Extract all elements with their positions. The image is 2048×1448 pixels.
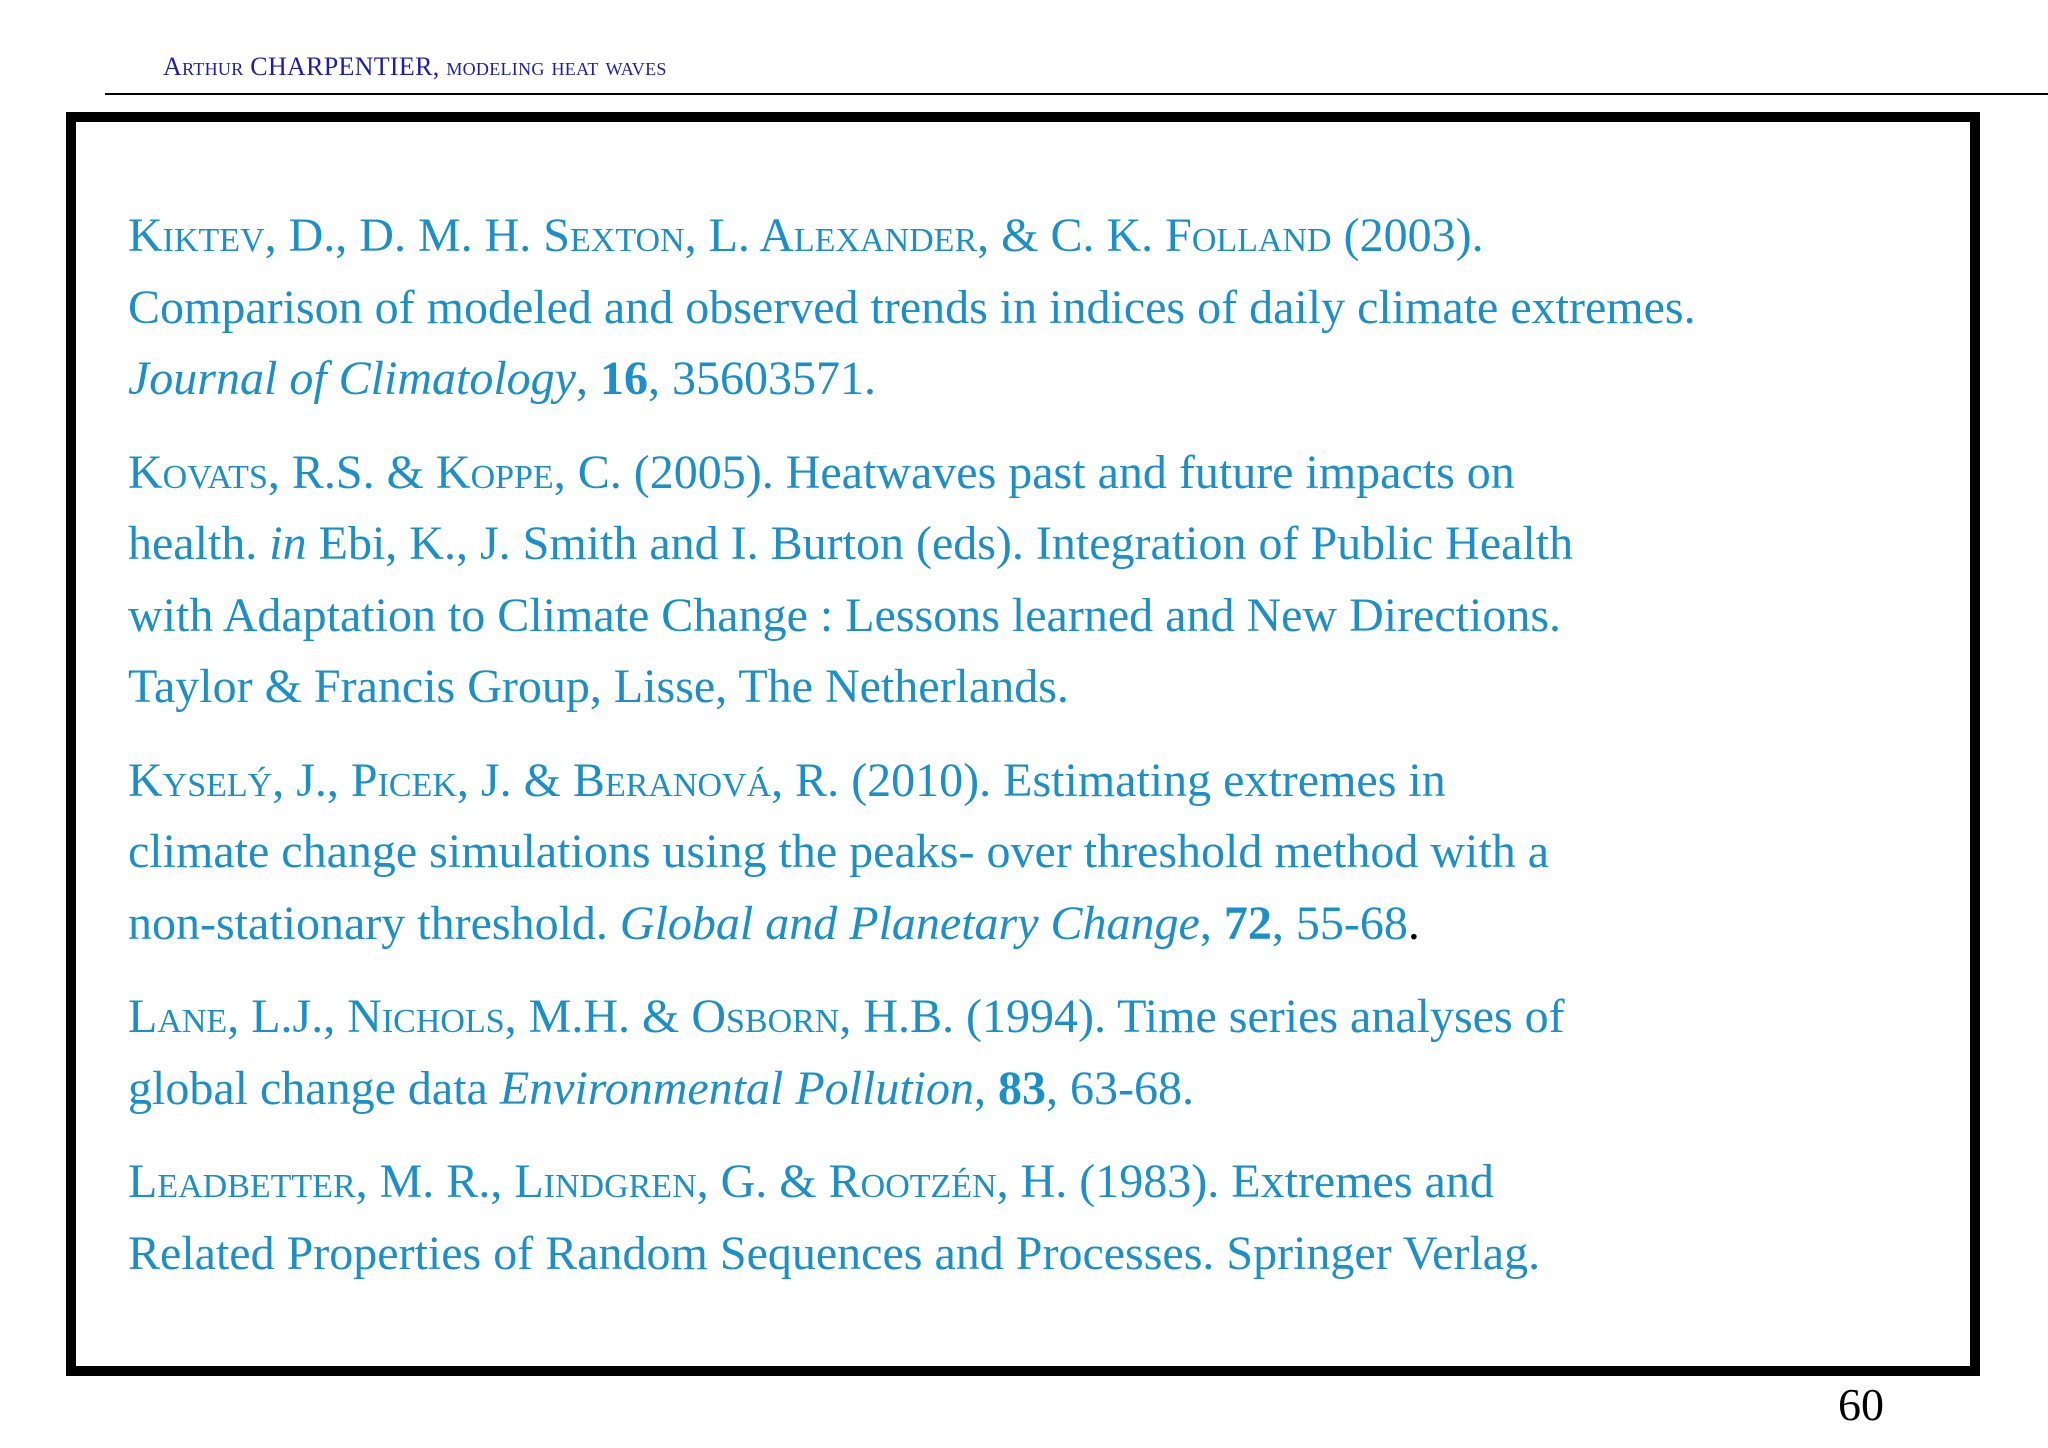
reference-line — [128, 200, 1968, 272]
reference-line — [128, 437, 1968, 509]
reference-kiktev — [128, 200, 1968, 415]
slide-header: Arthur CHARPENTIER, modeling heat waves — [163, 52, 667, 81]
reference-journal: Journal of Climatology — [128, 352, 576, 405]
reference-text: global change data — [128, 1061, 500, 1115]
reference-list — [128, 200, 1968, 1311]
reference-end-period: . — [1407, 896, 1420, 950]
reference-text: (2010). Estimating extremes in — [839, 753, 1446, 807]
reference-in: in — [269, 517, 307, 570]
reference-title: Comparison of modeled and observed trends in indices of daily climate extremes. — [128, 280, 1696, 334]
reference-pages: , 55-68 — [1271, 896, 1408, 950]
reference-line — [128, 508, 1968, 580]
reference-text: (2005). Heatwaves past and future impacts on — [621, 445, 1515, 499]
reference-line: Related Properties of Random Sequences and Processes. Springer Verlag. — [128, 1226, 1541, 1280]
reference-text: non-stationary threshold. — [128, 896, 620, 950]
page-number: 60 — [1838, 1379, 1884, 1430]
reference-authors: Leadbetter, M. R., Lindgren, G. & Rootzén, H. — [128, 1155, 1068, 1208]
reference-line — [128, 1146, 1968, 1218]
reference-line: non-stationary threshold. Global and Planetary Change, 72, 55-68. — [128, 896, 1420, 950]
reference-kysely — [128, 745, 1968, 960]
header-divider — [105, 93, 2048, 95]
reference-authors: Kyselý, J., Picek, J. & Beranová, R. — [128, 753, 840, 807]
reference-authors: Kiktev, D., D. M. H. Sexton, L. Alexander, & C. K. Folland — [128, 209, 1332, 262]
reference-journal: Environmental Pollution — [499, 1061, 975, 1115]
reference-authors: Kovats, R.S. & Koppe, C. — [128, 445, 622, 499]
reference-line: with Adaptation to Climate Change : Lessons learned and New Directions. — [128, 588, 1562, 642]
reference-volume: 16 — [599, 352, 648, 405]
reference-volume: 83 — [998, 1061, 1047, 1115]
reference-lane — [128, 981, 1968, 1124]
reference-line: global change data Environmental Pollution, 83, 63-68. — [128, 1061, 1194, 1115]
reference-text: (1994). Time series analyses of — [954, 990, 1565, 1043]
reference-pages: , 35603571. — [647, 352, 876, 405]
reference-line: Journal of Climatology, 16, 35603571. — [128, 352, 876, 405]
reference-line — [128, 981, 1968, 1053]
reference-line — [128, 745, 1968, 817]
reference-volume: 72 — [1223, 896, 1272, 950]
reference-line: climate change simulations using the peaks- over threshold method with a — [128, 825, 1549, 878]
reference-line: Taylor & Francis Group, Lisse, The Netherlands. — [128, 660, 1069, 713]
reference-text: health. — [128, 517, 270, 570]
reference-journal: Global and Planetary Change — [619, 896, 1200, 950]
reference-authors: Lane, L.J., Nichols, M.H. & Osborn, H.B. — [128, 990, 955, 1043]
reference-pages: , 63-68. — [1046, 1061, 1194, 1115]
reference-text: (1983). Extremes and — [1067, 1155, 1494, 1208]
reference-leadbetter — [128, 1146, 1968, 1289]
reference-text: Ebi, K., J. Smith and I. Burton (eds). Integration of Public Health — [306, 517, 1574, 570]
reference-kovats — [128, 437, 1968, 723]
reference-year: (2003). — [1331, 209, 1484, 262]
